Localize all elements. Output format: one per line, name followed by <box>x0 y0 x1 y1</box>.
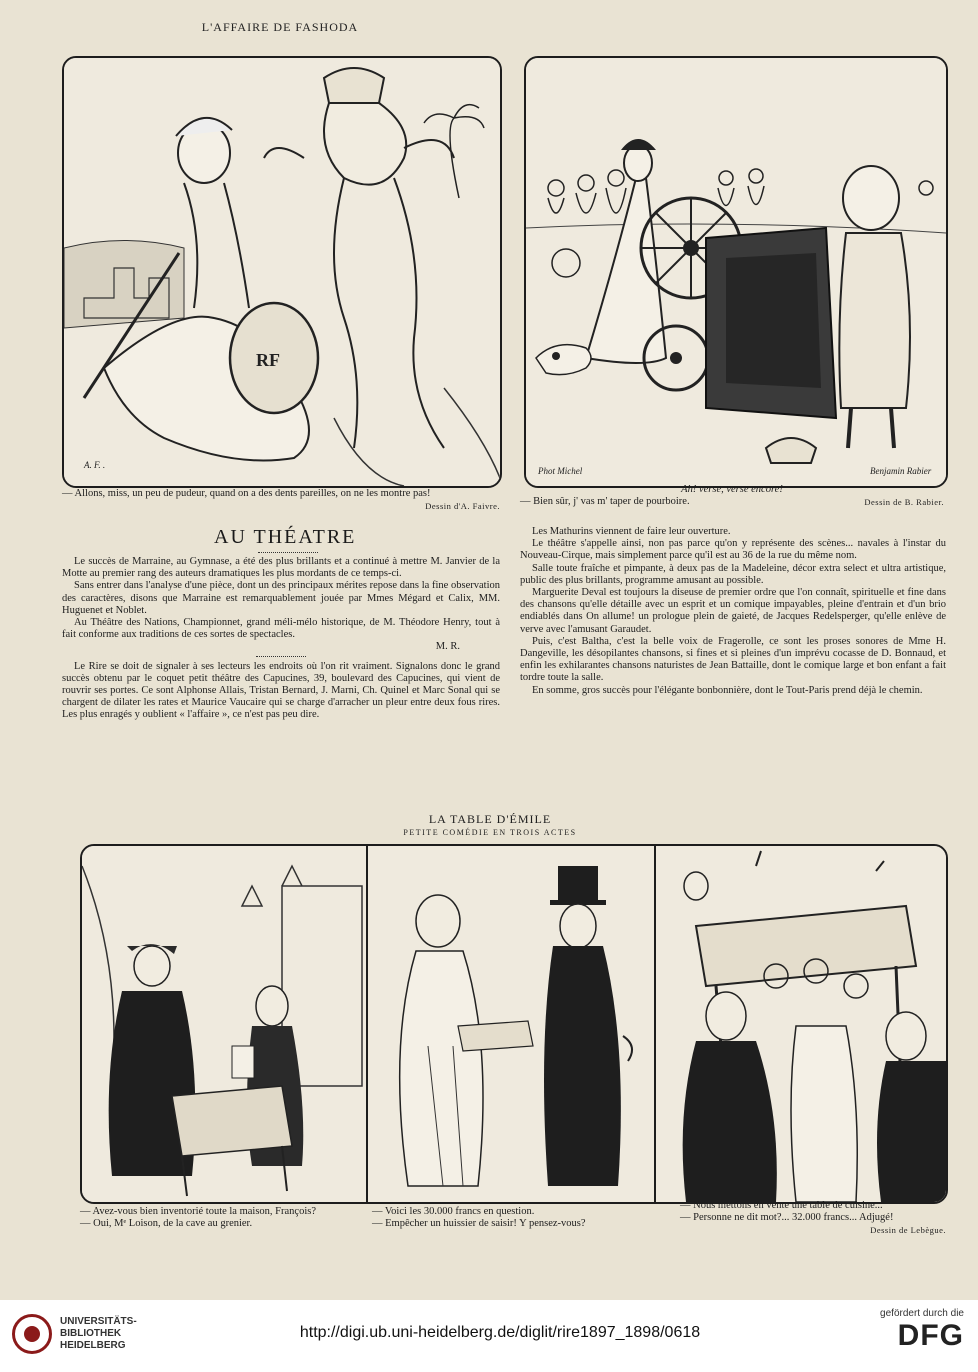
strip-caption-1 <box>80 1206 362 1230</box>
strip-caption-1-line2: — Oui, Mᵉ Loison, de la cave au grenier. <box>80 1218 253 1229</box>
strip-panel-1-drawing <box>82 846 368 1202</box>
strip-panel-3 <box>654 844 948 1204</box>
strip-caption-2-line2: — Empêcher un huissier de saisir! Y pensez-vous? <box>372 1218 586 1229</box>
paragraph: Marguerite Deval est toujours la diseuse de premier ordre que l'on connaît, spirituelle et fine dans des chansons qu'elle détaille avec un esprit et un comique impayables, pleine d'entrain et d'un brio endiablés dans On allume! un prologue plein de gaieté, de Jacques Redelsperger, qu'elle enlève de verve avec l'amusant Garaudet. <box>520 587 946 635</box>
library-seal-icon <box>12 1314 52 1354</box>
cartoon-rabier-drawing <box>526 58 946 486</box>
article-right-column <box>520 526 946 697</box>
running-title: L'AFFAIRE DE FASHODA <box>201 20 359 34</box>
caption-rabier <box>520 484 944 508</box>
caption-rabier-line2-row <box>520 496 944 508</box>
strip-panel-1 <box>80 844 370 1204</box>
credit-lebegue: Dessin de Lebègue. <box>870 1225 946 1235</box>
paragraph: Le théâtre s'appelle ainsi, non pas parce qu'on y représente des scènes... navales à l'instar du Nouveau-Cirque, mais simplement parce qu'il est au 36 de la rue du même nom. <box>520 538 946 562</box>
dfg-logo-icon: DFG <box>897 1319 964 1352</box>
strip-caption-3 <box>680 1200 946 1236</box>
sponsor-logo[interactable] <box>854 1308 964 1353</box>
sponsor-text: gefördert durch die <box>880 1308 964 1319</box>
signature-af: A. F. . <box>84 460 106 470</box>
caption-rabier-line2: — Bien sûr, j' vas m' taper de pourboire. <box>520 496 690 507</box>
paragraph: Puis, c'est Baltha, c'est la belle voix de Fragerolle, ce sont les proses sonores de Mme H. Dangeville, les désopilantes chansons, si fines et si pleines d'un imprévu cocasse de D. Bonnaud, et enfin les exhilarantes chansons naturistes de Jean Battaille, dont le comique large et bon enfant a fait tordre toute la salle. <box>520 635 946 684</box>
credit-rabier: Dessin de B. Rabier. <box>864 497 944 507</box>
svg-text:RF: RF <box>256 350 280 370</box>
strip-caption-2-line1: — Voici les 30.000 francs en question. <box>372 1206 535 1217</box>
strip-subtitle: PETITE COMÉDIE EN TROIS ACTES <box>403 828 577 837</box>
paragraph: Au Théâtre des Nations, Championnet, grand méli-mélo historique, de M. Théodore Henry, tout à fait conforme aux traditions de ces sortes de spectacles. <box>62 617 500 641</box>
strip-panel-3-drawing <box>656 846 946 1202</box>
cartoon-rabier <box>524 56 948 488</box>
viewer-footer <box>0 1300 978 1372</box>
library-name-line2: BIBLIOTHEK <box>60 1328 122 1339</box>
cartoon-fashoda <box>62 56 502 488</box>
strip-panel-2-drawing <box>368 846 656 1202</box>
strip-caption-2 <box>372 1206 652 1230</box>
permalink-url[interactable]: http://digi.ub.uni-heidelberg.de/diglit/rire1897_1898/0618 <box>299 1324 701 1341</box>
paragraph: Le succès de Marraine, au Gymnase, a été des plus brillants et a continué à mettre M. Janvier de la Motte au premier rang des auteurs dramatiques les plus mordants de ce temps-ci. <box>62 556 500 580</box>
paragraph: Salle toute fraîche et pimpante, à deux pas de la Madeleine, décor extra select et ultra artistique, public des plus brillants, programme amusant au possible. <box>520 562 946 586</box>
library-name-line3: HEIDELBERG <box>60 1340 126 1351</box>
strip-caption-3-line1: — Nous mettons en vente une table de cuisine... <box>680 1200 883 1211</box>
paragraph: Le Rire se doit de signaler à ses lecteurs les endroits où l'on rit vraiment. Signalons donc le grand succès obtenu par le coquet petit théâtre des Capucines, 39, boulevard des Capucines, qui vient de rouvrir ses portes. Ce sont Alphonse Allais, Tristan Bernard, J. Marni, Ch. Quinel et Marc Sonal qui se chargent de dilater les rates et Maurice Vaucaire qui se charge d'arracher un pleur entre deux fous rires. Les plus enragés y oublient « l'affaire », ce n'est pas peu dire. <box>62 660 500 721</box>
strip-caption-1-line1: — Avez-vous bien inventorié toute la maison, François? <box>80 1206 316 1217</box>
article-title: AU THÉATRE <box>214 526 357 548</box>
signature-rabier: Benjamin Rabier <box>870 466 932 476</box>
signature-mr: M. R. <box>435 641 460 653</box>
library-name-line1: UNIVERSITÄTS- <box>60 1316 137 1327</box>
strip-caption-3-line2: — Personne ne dit mot?... 32.000 francs... Adjugé! <box>680 1212 894 1223</box>
library-logo[interactable] <box>12 1310 192 1360</box>
library-name <box>60 1316 137 1352</box>
caption-fashoda-text: — Allons, miss, un peu de pudeur, quand on a des dents pareilles, on ne les montre pas! <box>62 488 431 499</box>
signature-phot: Phot Michel <box>538 466 583 476</box>
strip-panel-2 <box>366 844 658 1204</box>
caption-fashoda <box>62 488 500 512</box>
title-ornament <box>258 548 318 553</box>
paragraph: En somme, gros succès pour l'élégante bonbonnière, dont le Tout-Paris prend déjà le chemin. <box>532 684 923 696</box>
cartoon-fashoda-drawing <box>64 58 500 486</box>
paragraph: Sans entrer dans l'analyse d'une pièce, dont un des principaux mérites repose dans la fine observation des caractères, disons que Marraine est remarquablement jouée par Mmes Mégard et Calix, MM. Huguenet et Noblet. <box>62 580 500 616</box>
article-left-column <box>62 556 500 722</box>
paragraph: Les Mathurins viennent de faire leur ouverture. <box>532 526 731 537</box>
credit-faivre: Dessin d'A. Faivre. <box>425 501 500 511</box>
caption-rabier-line1: Ah! verse, verse encore! <box>681 484 783 495</box>
section-divider <box>256 656 306 657</box>
strip-title: LA TABLE D'ÉMILE <box>428 812 552 826</box>
